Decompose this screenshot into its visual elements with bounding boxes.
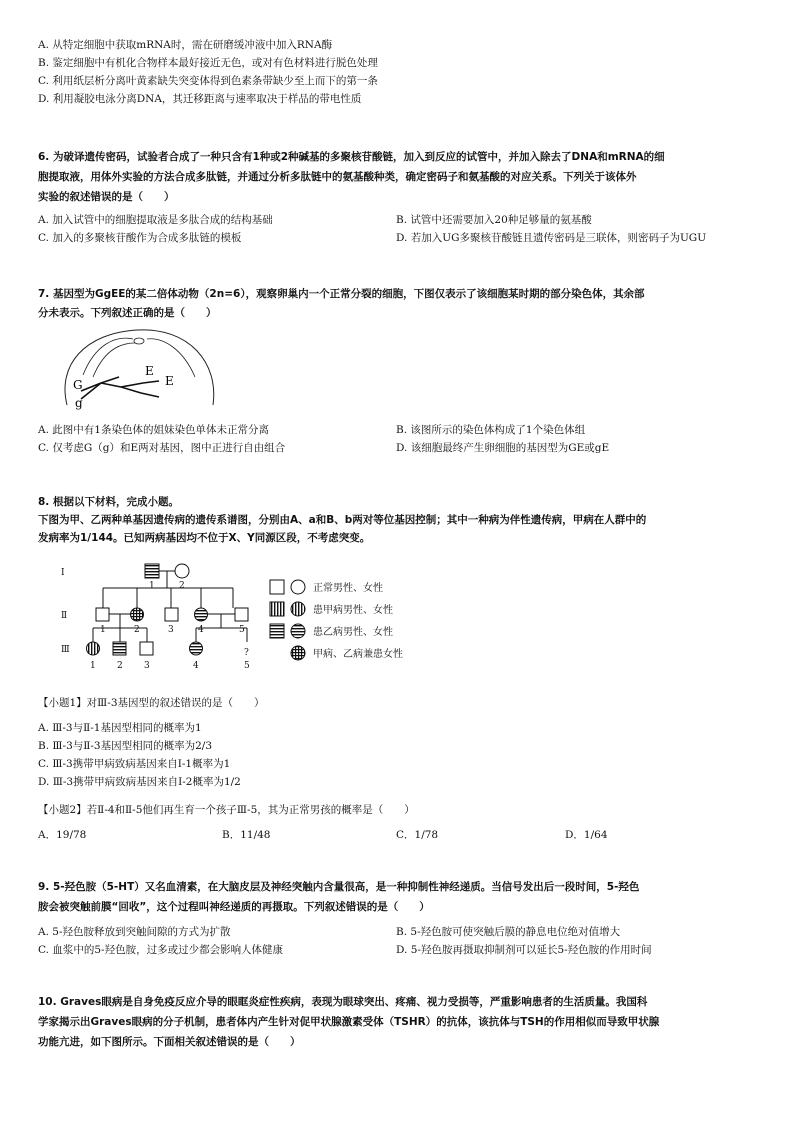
q10-stem-line2: 学家揭示出Graves眼病的分子机制，患者体内产生针对促甲状腺激素受体（TSHR）的抗体，该抗体与TSH的作用相似而导致甲状腺 [38, 1016, 660, 1028]
gen-label-3: Ⅲ [61, 645, 70, 655]
q5-option-c: C. 利用纸层析分离叶黄素缺失突变体得到色素条带缺少至上而下的第一条 [38, 75, 378, 87]
q6-stem-line2: 胞提取液，用体外实验的方法合成多肽链，并通过分析多肽链中的氨基酸种类，确定密码子和氨基酸的对应关系。下列关于该体外 [38, 171, 637, 183]
q9-stem-line1: 9. 5-羟色胺（5-HT）又名血清素，在大脑皮层及神经突触内含量很高，是一种抑制性神经递质。当信号发出后一段时间，5-羟色 [38, 881, 640, 893]
q8-sub2-option-c: C．1/78 [396, 829, 439, 841]
q5-option-a: A. 从特定细胞中获取mRNA时，需在研磨缓冲液中加入RNA酶 [38, 39, 333, 51]
q6-stem-line3: 实验的叙述错误的是（ ） [38, 191, 175, 203]
q8-sub2-stem: 【小题2】若Ⅱ-4和Ⅱ-5他们再生育一个孩子Ⅲ-5，其为正常男孩的概率是（ ） [38, 804, 415, 816]
q8-sub1-option-d: D. Ⅲ-3携带甲病致病基因来自Ⅰ-2概率为1/2 [38, 776, 241, 788]
q9-stem-line2: 胺会被突触前膜“回收”，这个过程叫神经递质的再摄取。下列叙述错误的是（ ） [38, 901, 430, 913]
gen-label-2: Ⅱ [61, 611, 68, 621]
legend-both: 甲病、乙病兼患女性 [313, 649, 403, 660]
num-I-2: 2 [179, 581, 185, 591]
q7-option-c: C. 仅考虑G（g）和E两对基因，图中正进行自由组合 [38, 442, 286, 454]
gene-label-g: g [75, 396, 83, 410]
num-III-5: 5 [244, 661, 250, 671]
q5-option-d: D. 利用凝胶电泳分离DNA，其迁移距离与速率取决于样品的带电性质 [38, 93, 362, 105]
num-III-4: 4 [193, 661, 199, 671]
legend-disease-a: 患甲病男性、女性 [313, 605, 393, 616]
q5-option-b: B. 鉴定细胞中有机化合物样本最好接近无色，或对有色材料进行脱色处理 [38, 57, 378, 69]
q6-option-a: A. 加入试管中的细胞提取液是多肽合成的结构基础 [38, 214, 273, 226]
q6-option-d: D. 若加入UG多聚核苷酸链且遗传密码是三联体，则密码子为UGU [396, 232, 707, 244]
q10-stem-line1: 10. Graves眼病是自身免疫反应介导的眼眶炎症性疾病，表现为眼球突出、疼痛、视力受损等，严重影响患者的生活质量。我国科 [38, 996, 648, 1008]
q7-option-d: D. 该细胞最终产生卵细胞的基因型为GE或gE [396, 442, 610, 454]
gene-label-E1: E [145, 364, 154, 378]
q8-sub1-stem: 【小题1】对Ⅲ-3基因型的叙述错误的是（ ） [38, 697, 265, 709]
q8-sub1-option-b: B. Ⅲ-3与Ⅱ-3基因型相同的概率为2/3 [38, 740, 213, 752]
q9-option-d: D. 5-羟色胺再摄取抑制剂可以延长5-羟色胺的作用时间 [396, 944, 652, 956]
num-II-5: 5 [239, 625, 245, 635]
q8-sub2-option-d: D．1/64 [565, 829, 608, 841]
num-II-3: 3 [168, 625, 174, 635]
q8-sub2-option-b: B．11/48 [222, 829, 271, 841]
num-II-4: 4 [198, 625, 204, 635]
q7-stem-line1: 7. 基因型为GgEE的某二倍体动物（2n=6），观察卵巢内一个正常分裂的细胞，下图仅表示了该细胞某时期的部分染色体，其余部 [38, 288, 645, 300]
q6-stem-line1: 6. 为破译遗传密码，试验者合成了一种只含有1种或2种碱基的多聚核苷酸链，加入到反应的试管中，并加入除去了DNA和mRNA的细 [38, 151, 665, 163]
q8-sub1-option-c: C. Ⅲ-3携带甲病致病基因来自Ⅰ-1概率为1 [38, 758, 231, 770]
gene-label-E2: E [165, 374, 174, 388]
gene-label-G: G [73, 378, 83, 392]
q10-stem-line3: 功能亢进，如下图所示。下面相关叙述错误的是（ ） [38, 1036, 301, 1048]
q8-sub1-option-a: A. Ⅲ-3与Ⅱ-1基因型相同的概率为1 [38, 722, 202, 734]
q8-stem-line3: 发病率为1/144。已知两病基因均不位于X、Y同源区段，不考虑突变。 [38, 532, 371, 544]
num-III-2: 2 [117, 661, 123, 671]
cell-division-figure [55, 325, 225, 410]
num-III-1: 1 [90, 661, 96, 671]
q9-option-b: B. 5-羟色胺可使突触后膜的静息电位绝对值增大 [396, 926, 621, 938]
q6-option-c: C. 加入的多聚核苷酸作为合成多肽链的模板 [38, 232, 242, 244]
num-I-1: 1 [149, 581, 155, 591]
pedigree-chart [55, 556, 435, 676]
q9-option-c: C. 血浆中的5-羟色胺，过多或过少都会影响人体健康 [38, 944, 284, 956]
legend-normal: 正常男性、女性 [313, 583, 383, 594]
question-mark: ? [244, 648, 249, 658]
q6-option-b: B. 试管中还需要加入20种足够量的氨基酸 [396, 214, 592, 226]
gen-label-1: Ⅰ [61, 568, 65, 578]
num-II-2: 2 [134, 625, 140, 635]
q7-stem-line2: 分未表示。下列叙述正确的是（ ） [38, 307, 217, 319]
q8-sub2-option-a: A．19/78 [38, 829, 87, 841]
q8-stem-line1: 8. 根据以下材料，完成小题。 [38, 496, 179, 508]
legend-disease-b: 患乙病男性、女性 [313, 627, 393, 638]
num-II-1: 1 [100, 625, 106, 635]
q7-option-b: B. 该图所示的染色体构成了1个染色体组 [396, 424, 586, 436]
q7-option-a: A. 此图中有1条染色体的姐妹染色单体未正常分离 [38, 424, 269, 436]
num-III-3: 3 [144, 661, 150, 671]
q9-option-a: A. 5-羟色胺释放到突触间隙的方式为扩散 [38, 926, 231, 938]
q8-stem-line2: 下图为甲、乙两种单基因遗传病的遗传系谱图，分别由A、a和B、b两对等位基因控制；其中一种病为伴性遗传病，甲病在人群中的 [38, 514, 647, 526]
